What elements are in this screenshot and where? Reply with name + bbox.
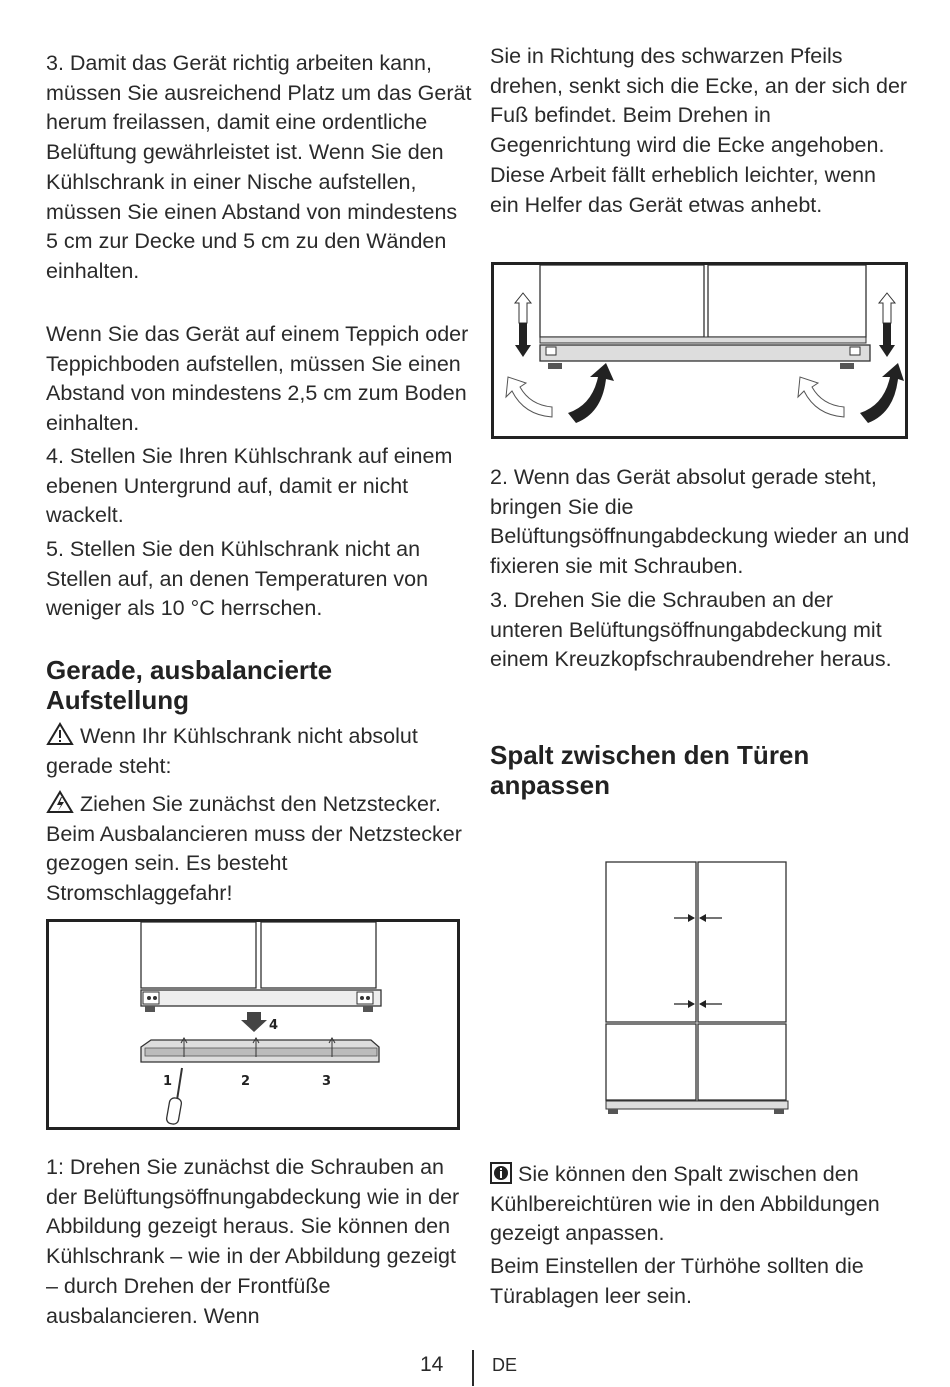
figure-label-4: 4	[269, 1018, 279, 1033]
warning-not-level-text: Wenn Ihr Kühlschrank nicht absolut gerade steht:	[46, 724, 418, 778]
section-heading-door-gap: Spalt zwischen den Türen anpassen	[490, 740, 810, 800]
paragraph-temperature: 5. Stellen Sie den Kühlschrank nicht an Stellen auf, an denen Temperaturen von weniger als 10 °C herrschen.	[46, 537, 429, 621]
left-up-down-arrow-icon	[515, 293, 531, 357]
figure-door-gap	[600, 858, 796, 1120]
door-gap-illustration	[600, 858, 796, 1120]
left-rotate-arrow-icon	[506, 363, 614, 423]
figure-vent-cover	[46, 919, 460, 1130]
warning-unplug	[46, 790, 472, 909]
footer-divider	[472, 1350, 474, 1386]
right-up-down-arrow-icon	[879, 293, 895, 357]
info-door-gap	[490, 1160, 910, 1249]
section-heading-balancing: Gerade, ausbalancierte Aufstellung	[46, 655, 333, 715]
vent-cover-illustration	[49, 922, 457, 1127]
paragraph-level-ground: 4. Stellen Sie Ihren Kühlschrank auf einem ebenen Untergrund auf, damit er nicht wackelt.	[46, 444, 453, 528]
paragraph-carpet: Wenn Sie das Gerät auf einem Teppich oder Teppichboden aufstellen, müssen Sie einen Abstand von mindestens 2,5 cm zum Boden einhalten.	[46, 322, 469, 436]
warning-not-level	[46, 722, 472, 781]
warning-unplug-text: Ziehen Sie zunächst den Netzstecker. Beim Ausbalancieren muss der Netzstecker gezogen sein. Es besteht Stromschlaggefahr!	[46, 792, 462, 906]
info-door-gap-text: Sie können den Spalt zwischen den Kühlbereichtüren wie in den Abbildungen gezeigt anpassen.	[490, 1162, 880, 1246]
paragraph-door-shelves: Beim Einstellen der Türhöhe sollten die Türablagen leer sein.	[490, 1254, 864, 1308]
figure-adjust-feet	[491, 262, 908, 439]
figure-label-1: 1	[163, 1074, 173, 1089]
paragraph-spacing: 3. Damit das Gerät richtig arbeiten kann, müssen Sie ausreichend Platz um das Gerät herum freilassen, damit eine ordentliche Belüftung gewährleistet ist. Wenn Sie den Kühlschrank in einer Nische aufstellen, müssen Sie einen Abstand von mindestens 5 cm zur Decke und 5 cm zu den Wänden einhalten.	[46, 51, 472, 283]
warning-triangle-icon	[46, 722, 74, 746]
paragraph-step-2: 2. Wenn das Gerät absolut gerade steht, bringen Sie die Belüftungsöffnungabdeckung wieder an und fixieren sie mit Schrauben.	[490, 465, 910, 579]
figure-label-3: 3	[322, 1074, 332, 1089]
paragraph-step-1: 1: Drehen Sie zunächst die Schrauben an der Belüftungsöffnungabdeckung wie in der Abbildung gezeigt heraus. Sie können den Kühlschrank – wie in der Abbildung gezeigt – durch Drehen der Frontfüße ausbalancieren. Wenn	[46, 1155, 460, 1328]
paragraph-step-3: 3. Drehen Sie die Schrauben an der unteren Belüftungsöffnungabdeckung mit einem Kreuzkopfschraubendreher heraus.	[490, 588, 892, 672]
figure-label-2: 2	[241, 1074, 251, 1089]
paragraph-foot-rotation: Sie in Richtung des schwarzen Pfeils drehen, senkt sich die Ecke, an der sich der Fuß befindet. Beim Drehen in Gegenrichtung wird die Ecke angehoben. Diese Arbeit fällt erheblich leichter, wenn ein Helfer das Gerät etwas anhebt.	[490, 44, 908, 217]
page-number: 14	[420, 1353, 444, 1376]
electric-shock-warning-icon	[46, 790, 74, 814]
info-icon	[490, 1162, 512, 1184]
language-code: DE	[492, 1355, 518, 1375]
adjust-feet-illustration	[494, 265, 905, 436]
right-rotate-arrow-icon	[798, 363, 904, 423]
